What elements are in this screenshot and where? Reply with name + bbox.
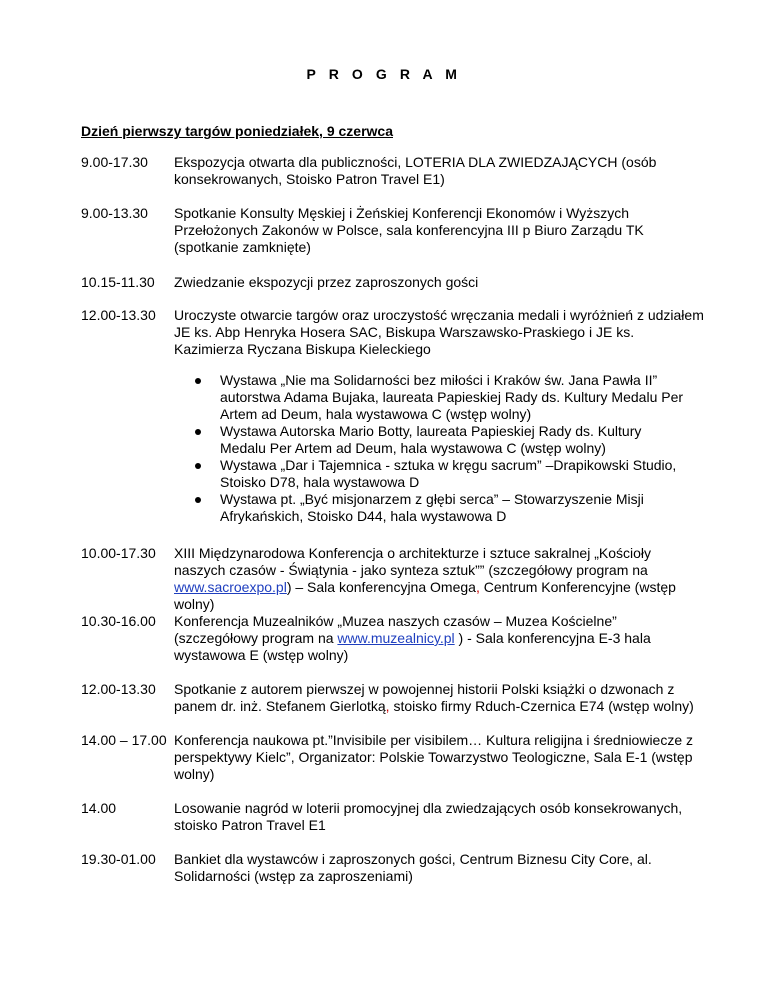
exhibition-list: [81, 372, 701, 525]
entry-text: XIII Międzynarodowa Konferencja o architekturze i sztuce sakralnej „Kościoły naszych czasów - Świątynia - jako synteza sztuk”” (szczegółowy program na: [174, 545, 651, 578]
entry-time: 12.00-13.30: [81, 681, 156, 697]
entry-description: [174, 613, 704, 664]
entry-text-mark: ,: [475, 579, 480, 595]
program-entry: [81, 800, 701, 834]
program-entry: [81, 851, 701, 885]
entry-text: stoisko firmy Rduch-Czernica E74 (wstęp wolny): [389, 698, 694, 714]
entry-description: Konferencja naukowa pt.”Invisibile per visibilem… Kultura religijna i średniowiecze z perspektywy Kielc”, Organizator: Polskie Towarzystwo Teologiczne, Sala E-1 (wstęp wolny): [174, 732, 694, 782]
sacroexpo-link[interactable]: www.sacroexpo.pl: [174, 579, 287, 595]
entry-time: 9.00-17.30: [81, 154, 148, 170]
program-entry: [81, 205, 701, 256]
entry-description: [174, 681, 704, 715]
entry-description: Ekspozycja otwarta dla publiczności, LOTERIA DLA ZWIEDZAJĄCYCH (osób konsekrowanych, Stoisko Patron Travel E1): [174, 154, 657, 187]
entry-text: Spotkanie z autorem pierwszej w powojennej historii Polski książki o dzwonach z panem dr. inż. Stefanem Gierlotką: [174, 681, 675, 714]
entry-description: [174, 545, 704, 613]
muzealnicy-link[interactable]: www.muzealnicy.pl: [337, 630, 455, 646]
entry-time: 10.30-16.00: [81, 613, 156, 629]
program-entry: [81, 307, 704, 358]
entry-description: Bankiet dla wystawców i zaproszonych gości, Centrum Biznesu City Core, al. Solidarności (wstęp za zaproszeniami): [174, 851, 652, 884]
list-item-text: Wystawa pt. „Być misjonarzem z głębi serca” – Stowarzyszenie Misji Afrykańskich, Stoisko D44, hala wystawowa D: [220, 491, 644, 524]
entry-text-mark: ,: [385, 698, 390, 714]
list-item-text: Wystawa Autorska Mario Botty, laureata Papieskiej Rady ds. Kultury Medalu Per Artem ad Deum, hala wystawowa C (wstęp wolny): [220, 423, 642, 456]
list-item-text: Wystawa „Dar i Tajemnica - sztuka w kręgu sacrum” –Drapikowski Studio, Stoisko D78, hala wystawowa D: [220, 457, 677, 490]
entry-time: 14.00: [81, 800, 117, 816]
entry-time: 12.00-13.30: [81, 307, 156, 323]
entry-time: 14.00 – 17.00: [81, 732, 167, 748]
bullet-icon: [195, 378, 201, 384]
entry-text: ) - Sala konferencyjna E-3 hala wystawowa E (wstęp wolny): [174, 630, 651, 663]
list-item-text: Wystawa „Nie ma Solidarności bez miłości i Kraków św. Jana Pawła II” autorstwa Adama Bujaka, laureata Papieskiej Rady ds. Kultury Medalu Per Artem ad Deum, hala wystawowa C (wstęp wolny): [220, 372, 684, 422]
day-heading: Dzień pierwszy targów poniedziałek, 9 czerwca: [81, 123, 393, 139]
program-entry: [81, 681, 701, 715]
bullet-icon: [195, 429, 201, 435]
entry-time: 9.00-13.30: [81, 205, 148, 221]
bullet-icon: [195, 497, 201, 503]
list-item: [220, 372, 690, 423]
entry-description: Losowanie nagród w loterii promocyjnej dla zwiedzających osób konsekrowanych, stoisko Patron Travel E1: [174, 800, 683, 833]
program-entry: [81, 613, 701, 664]
program-entry: [81, 732, 701, 783]
entry-description: Uroczyste otwarcie targów oraz uroczystość wręczania medali i wyróżnień z udziałem JE ks. Abp Henryka Hosera SAC, Biskupa Warszawsko-Praskiego i JE ks. Kazimierza Ryczana Biskupa Kieleckiego: [174, 307, 704, 357]
program-entry: [81, 545, 701, 613]
list-item: [220, 457, 690, 491]
entry-text: Centrum Konferencyjne (wstęp wolny): [174, 579, 676, 612]
program-entry: [81, 154, 701, 188]
entry-text: ) – Sala konferencyjna Omega: [286, 579, 476, 595]
entry-description: Spotkanie Konsulty Męskiej i Żeńskiej Konferencji Ekonomów i Wyższych Przełożonych Zakonów w Polsce, sala konferencyjna III p Biuro Zarządu TK (spotkanie zamknięte): [174, 205, 644, 255]
entry-text: Konferencja Muzealników „Muzea naszych czasów – Muzea Kościelne” (szczegółowy program na: [174, 613, 617, 646]
page-title: P R O G R A M: [306, 66, 462, 82]
bullet-icon: [195, 463, 201, 469]
entry-description: Zwiedzanie ekspozycji przez zaproszonych gości: [174, 274, 479, 290]
list-item: [220, 423, 690, 457]
entry-time: 10.15-11.30: [81, 274, 155, 290]
program-entry: [81, 274, 701, 291]
entry-time: 10.00-17.30: [81, 545, 156, 561]
entry-time: 19.30-01.00: [81, 851, 156, 867]
list-item: [220, 491, 690, 525]
